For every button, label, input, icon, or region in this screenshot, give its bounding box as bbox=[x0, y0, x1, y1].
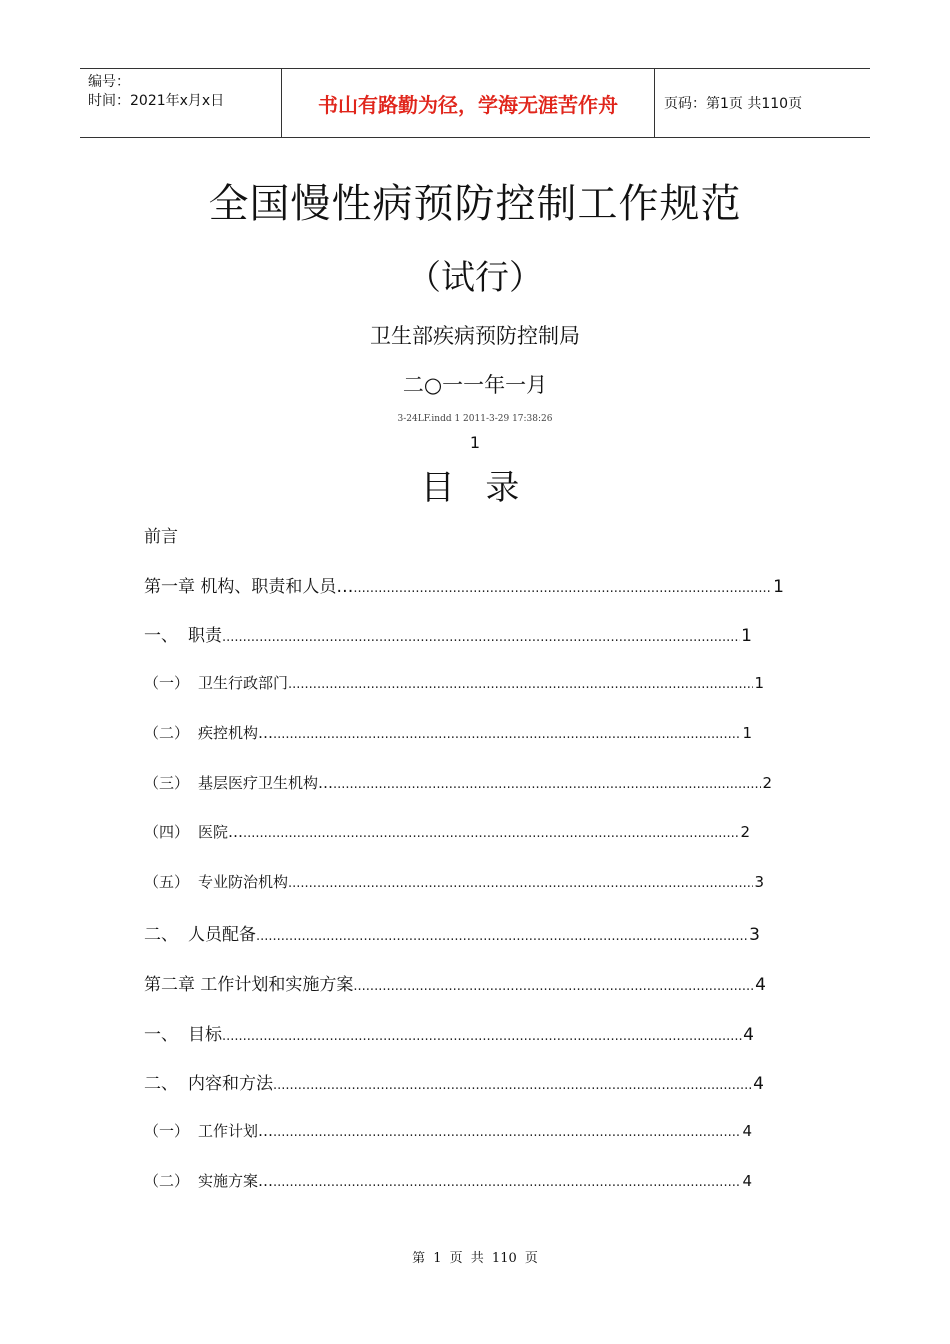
toc-entry[interactable] bbox=[144, 621, 752, 646]
page-footer: 第 1 页 共 110 页 bbox=[412, 1251, 538, 1266]
toc-entry-text: 卫生行政部门 bbox=[198, 674, 289, 692]
toc-entry-number: （三） bbox=[144, 774, 190, 792]
toc-entry-page: 2 bbox=[740, 823, 750, 841]
toc-entry-text: 目标 bbox=[188, 1025, 222, 1045]
toc-entry-text: 实施方案… bbox=[198, 1172, 274, 1190]
toc-entry-number: （二） bbox=[144, 724, 190, 742]
toc-entry-number: （一） bbox=[144, 674, 190, 692]
header-meta bbox=[80, 69, 282, 137]
toc-leader bbox=[273, 727, 741, 742]
toc-entry[interactable] bbox=[144, 722, 752, 743]
toc-entry[interactable] bbox=[144, 572, 784, 597]
toc-leader bbox=[353, 581, 772, 596]
toc-leader bbox=[333, 777, 761, 792]
toc-entry-number: （二） bbox=[144, 1172, 190, 1190]
toc-entry-text: 第一章 机构、职责和人员… bbox=[144, 577, 354, 597]
toc-entry-number: （一） bbox=[144, 1122, 190, 1140]
toc-entry-page: 4 bbox=[755, 975, 766, 995]
toc-entry-page: 1 bbox=[741, 626, 752, 646]
header-motto-cell bbox=[282, 69, 655, 137]
toc-entry[interactable] bbox=[144, 871, 764, 892]
toc-entry[interactable] bbox=[144, 1069, 764, 1094]
toc-entry-number: 二、 bbox=[144, 925, 178, 945]
number-label: 编号： bbox=[88, 74, 130, 90]
toc-entry-text: 第二章 工作计划和实施方案 bbox=[144, 975, 354, 995]
header-table bbox=[80, 68, 870, 138]
toc-entry[interactable] bbox=[144, 821, 750, 842]
toc-entry-page: 1 bbox=[754, 674, 764, 692]
toc-entry-number: （四） bbox=[144, 823, 190, 841]
toc-entry-page: 4 bbox=[743, 1025, 754, 1045]
toc-entry-text: 医院… bbox=[198, 823, 244, 841]
toc-leader bbox=[288, 876, 753, 891]
toc-entry-text: 工作计划… bbox=[198, 1122, 274, 1140]
document-title: 全国慢性病预防控制工作规范 bbox=[208, 181, 742, 227]
toc-entry-text: 基层医疗卫生机构… bbox=[198, 774, 334, 792]
toc-entry-page: 3 bbox=[754, 873, 764, 891]
toc-entry-page: 4 bbox=[742, 1122, 752, 1140]
page-marker: 1 bbox=[469, 433, 481, 452]
toc-leader bbox=[243, 826, 739, 841]
toc-entry-text: 人员配备 bbox=[188, 925, 256, 945]
toc-entry[interactable] bbox=[144, 672, 764, 693]
toc-preface: 前言 bbox=[144, 527, 178, 547]
toc-leader bbox=[353, 979, 754, 994]
document-subtitle: （试行） bbox=[407, 258, 543, 298]
toc-entry[interactable] bbox=[144, 920, 760, 945]
toc-leader bbox=[222, 1029, 742, 1044]
toc-entry-page: 1 bbox=[773, 577, 784, 597]
toc-leader bbox=[273, 1175, 741, 1190]
toc-heading: 目 录 bbox=[420, 468, 530, 508]
toc-entry-page: 4 bbox=[742, 1172, 752, 1190]
toc-entry-text: 疾控机构… bbox=[198, 724, 274, 742]
toc-entry-number: 二、 bbox=[144, 1074, 178, 1094]
toc-entry-number: （五） bbox=[144, 873, 190, 891]
toc-entry-text: 职责 bbox=[188, 626, 222, 646]
toc-leader bbox=[273, 1125, 741, 1140]
toc-entry[interactable] bbox=[144, 772, 772, 793]
issue-date: 二○一一年一月 bbox=[402, 373, 548, 397]
toc-entry-text: 专业防治机构 bbox=[198, 873, 289, 891]
toc-entry-page: 2 bbox=[762, 774, 772, 792]
indd-line: 3-24LF.indd 1 2011-3-29 17:38:26 bbox=[397, 414, 553, 424]
toc-entry-number: 一、 bbox=[144, 626, 178, 646]
toc-entry[interactable] bbox=[144, 970, 766, 995]
toc-entry-page: 4 bbox=[753, 1074, 764, 1094]
toc-entry[interactable] bbox=[144, 1020, 754, 1045]
toc-leader bbox=[222, 630, 740, 645]
toc-entry[interactable] bbox=[144, 1170, 752, 1191]
toc-entry[interactable] bbox=[144, 1120, 752, 1141]
toc-leader bbox=[256, 929, 748, 944]
header-page-info: 页码：第1页 共110页 bbox=[664, 96, 803, 112]
toc-entry-page: 3 bbox=[749, 925, 760, 945]
issuer: 卫生部疾病预防控制局 bbox=[370, 324, 580, 348]
toc-leader bbox=[273, 1078, 752, 1093]
toc-leader bbox=[288, 677, 753, 692]
toc-entry-page: 1 bbox=[742, 724, 752, 742]
toc-entry-number: 一、 bbox=[144, 1025, 178, 1045]
toc-entry-text: 内容和方法 bbox=[188, 1074, 273, 1094]
motto: 书山有路勤为径，学海无涯苦作舟 bbox=[318, 92, 618, 117]
time-label: 时间：2021年x月x日 bbox=[88, 93, 225, 109]
